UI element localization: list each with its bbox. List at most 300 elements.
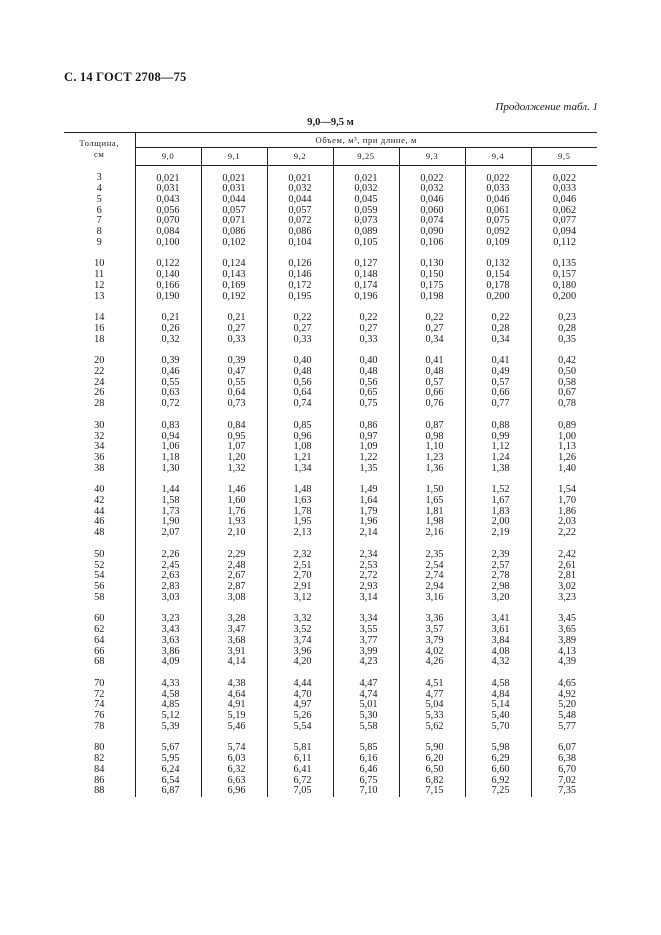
volume-cell: 6,29 [465,754,531,765]
volume-cell: 0,34 [465,335,531,346]
group-spacer [64,248,597,259]
volume-cell: 0,200 [552,290,577,302]
volume-cell: 6,82 [399,776,465,787]
volume-cell: 1,20 [201,453,267,464]
volume-cell: 7,35 [558,785,577,797]
volume-cell: 0,49 [465,367,531,378]
volume-cell: 0,089 [333,227,399,238]
volume-cell: 3,43 [135,625,201,636]
table-row [64,743,597,754]
volume-cell: 5,40 [465,711,531,722]
volume-cell: 0,146 [267,270,333,281]
volume-cell: 1,38 [465,464,531,475]
volume-cell: 0,059 [333,206,399,217]
volume-cell: 0,132 [465,259,531,270]
volume-cell: 0,89 [558,419,577,431]
volume-cell: 1,34 [267,464,333,475]
volume-cell: 0,092 [465,227,531,238]
volume-cell: 0,109 [465,238,531,249]
volume-cell: 2,94 [399,582,465,593]
table-row [64,367,597,378]
volume-cell: 0,077 [552,215,577,227]
volume-cell: 0,130 [399,259,465,270]
volume-cell: 2,53 [333,561,399,572]
volume-cell: 1,60 [201,496,267,507]
volume-cell: 0,166 [135,281,201,292]
volume-cell: 0,75 [333,399,399,410]
volume-cell: 2,00 [465,517,531,528]
volume-cell: 0,22 [267,313,333,324]
volume-cell: 1,40 [558,462,577,474]
length-header: 9,3 [399,148,465,165]
table-row [64,711,597,722]
volume-cell: 0,27 [333,324,399,335]
volume-cell: 6,11 [267,754,333,765]
volume-cell: 0,21 [201,313,267,324]
volume-cell: 1,26 [558,451,577,463]
volume-cell: 0,106 [399,238,465,249]
volume-cell: 3,02 [558,581,577,592]
volume-cell: 1,07 [201,442,267,453]
volume-cell: 1,30 [135,464,201,475]
volume-cell: 0,94 [135,432,201,443]
volume-cell: 2,48 [201,561,267,572]
volume-cell: 1,32 [201,464,267,475]
volume-cell: 5,85 [333,743,399,754]
volume-cell: 2,10 [201,528,267,539]
volume-cell: 0,50 [558,366,577,378]
volume-cell: 5,67 [135,743,201,754]
volume-cell: 1,23 [399,453,465,464]
table-body [64,165,597,797]
volume-cell: 4,97 [267,700,333,711]
length-header: 9,5 [531,148,597,165]
volume-cell: 3,28 [201,614,267,625]
volume-cell: 0,073 [333,216,399,227]
table-row [64,227,597,238]
volume-cell: 0,41 [399,356,465,367]
volume-cell: 0,122 [135,259,201,270]
volume-cell: 1,70 [558,495,577,507]
volume-cell: 1,48 [267,485,333,496]
volume-cell: 0,66 [465,388,531,399]
volume-cell: 0,074 [399,216,465,227]
volume-cell: 0,56 [333,378,399,389]
volume-cell: 1,36 [399,464,465,475]
volume-cell: 3,52 [267,625,333,636]
table-row [64,657,597,668]
volume-cell: 4,39 [558,656,577,668]
volume-cell: 0,031 [135,184,201,195]
volume-cell: 0,65 [333,388,399,399]
thickness-cell: 28 [64,399,135,410]
volume-cell: 0,57 [399,378,465,389]
volume-cell: 2,29 [201,550,267,561]
thickness-cell: 38 [64,464,135,475]
volume-cell: 3,86 [135,647,201,658]
volume-cell: 0,67 [558,387,577,399]
volume-cell: 0,35 [558,333,577,345]
volume-cell: 0,196 [333,292,399,303]
thickness-cell: 18 [64,335,135,346]
thickness-cell: 82 [64,754,135,765]
volume-cell: 0,76 [399,399,465,410]
volume-cell: 2,42 [558,548,577,560]
volume-cell: 0,044 [267,195,333,206]
volume-cell: 0,169 [201,281,267,292]
table-row [64,647,597,658]
table-row [64,690,597,701]
volume-cell: 0,105 [333,238,399,249]
volume-cell: 0,126 [267,259,333,270]
volume-cell: 0,74 [267,399,333,410]
volume-cell: 7,25 [465,786,531,797]
volume-cell: 2,19 [465,528,531,539]
volume-cell: 2,35 [399,550,465,561]
volume-cell: 6,07 [558,742,577,754]
volume-cell: 1,13 [558,441,577,453]
volume-cell: 5,62 [399,722,465,733]
table-row [64,593,597,604]
group-spacer [64,668,597,679]
volume-cell: 7,10 [333,786,399,797]
volume-cell: 0,086 [201,227,267,238]
volume-cell: 2,16 [399,528,465,539]
volume-cell: 1,49 [333,485,399,496]
table-row [64,195,597,206]
volume-cell: 1,65 [399,496,465,507]
thickness-cell: 60 [64,614,135,625]
thickness-cell: 42 [64,496,135,507]
volume-cell: 0,22 [465,313,531,324]
volume-cell: 2,70 [267,571,333,582]
table-row [64,754,597,765]
volume-cell: 0,102 [201,238,267,249]
volume-cell: 2,14 [333,528,399,539]
table-row [64,776,597,787]
volume-cell: 5,90 [399,743,465,754]
volume-cell: 0,27 [267,324,333,335]
volume-cell: 0,64 [267,388,333,399]
volume-cell: 0,88 [465,421,531,432]
length-header: 9,1 [201,148,267,165]
table-row [64,614,597,625]
volume-cell: 0,66 [399,388,465,399]
volume-cell: 1,35 [333,464,399,475]
volume-cell: 5,39 [135,722,201,733]
volume-cell: 4,70 [267,690,333,701]
length-header-row [64,148,597,165]
volume-cell: 6,92 [465,776,531,787]
volume-cell: 1,09 [333,442,399,453]
thickness-cell: 78 [64,722,135,733]
volume-cell: 0,174 [333,281,399,292]
volume-cell: 1,06 [135,442,201,453]
volume-cell: 0,84 [201,421,267,432]
volume-cell: 1,10 [399,442,465,453]
volume-cell: 0,190 [135,292,201,303]
volume-cell: 3,99 [333,647,399,658]
volume-cell: 6,72 [267,776,333,787]
thickness-cell: 64 [64,636,135,647]
thickness-cell: 62 [64,625,135,636]
volume-cell: 5,58 [333,722,399,733]
length-header: 9,25 [333,148,399,165]
volume-cell: 3,96 [267,647,333,658]
volume-cell: 4,38 [201,679,267,690]
volume-cell: 0,64 [201,388,267,399]
thickness-header-line2: см [94,149,105,159]
thickness-header-line1: Толщина, [79,138,120,148]
thickness-cell: 88 [64,786,135,797]
length-header: 9,4 [465,148,531,165]
table-row [64,453,597,464]
volume-cell: 2,54 [399,561,465,572]
volume-cell: 2,93 [333,582,399,593]
volume-cell: 4,58 [465,679,531,690]
volume-cell: 3,55 [333,625,399,636]
thickness-cell: 76 [64,711,135,722]
volume-cell: 5,01 [333,700,399,711]
volume-cell: 4,08 [465,647,531,658]
table-row [64,700,597,711]
volume-cell: 1,81 [399,507,465,518]
volume-cell: 1,83 [465,507,531,518]
volume-cell: 0,28 [558,322,577,334]
volume-cell: 1,90 [135,517,201,528]
table-row [64,636,597,647]
thickness-cell: 34 [64,442,135,453]
table-row [64,485,597,496]
table-row [64,561,597,572]
length-header: 9,2 [267,148,333,165]
group-spacer [64,732,597,743]
volume-cell: 1,73 [135,507,201,518]
volume-cell: 4,33 [135,679,201,690]
volume-cell: 5,70 [465,722,531,733]
volume-cell: 6,38 [558,753,577,765]
volume-cell: 1,46 [201,485,267,496]
volume-cell: 0,22 [399,313,465,324]
volume-cell: 0,55 [135,378,201,389]
volume-cell: 0,062 [552,204,577,216]
thickness-cell: 22 [64,367,135,378]
thickness-cell: 36 [64,453,135,464]
volume-cell: 5,48 [558,710,577,722]
thickness-column-header [64,133,135,166]
volume-cell: 1,00 [558,430,577,442]
table-row [64,270,597,281]
thickness-cell: 4 [64,184,135,195]
volume-cell: 3,63 [135,636,201,647]
table-row [64,356,597,367]
volume-cell: 1,98 [399,517,465,528]
volume-cell: 3,08 [201,593,267,604]
table-continuation-note: Продолжение табл. 1 [495,101,598,113]
volume-cell: 0,27 [399,324,465,335]
volume-cell: 0,47 [201,367,267,378]
volume-cell: 1,50 [399,485,465,496]
volume-cell: 0,075 [465,216,531,227]
table-row [64,765,597,776]
volume-cell: 1,63 [267,496,333,507]
volume-cell: 0,032 [333,184,399,195]
volume-cell: 2,83 [135,582,201,593]
volume-cell: 6,96 [201,786,267,797]
volume-cell: 3,61 [465,625,531,636]
group-spacer [64,345,597,356]
volume-cell: 2,87 [201,582,267,593]
volume-cell: 0,77 [465,399,531,410]
volume-cell: 0,154 [465,270,531,281]
volume-cell: 3,68 [201,636,267,647]
volume-cell: 0,032 [399,184,465,195]
volume-cell: 2,32 [267,550,333,561]
volume-cell: 0,32 [135,335,201,346]
volume-cell: 1,64 [333,496,399,507]
volume-cell: 3,57 [399,625,465,636]
volume-cell: 1,79 [333,507,399,518]
group-spacer [64,603,597,614]
volume-cell: 0,021 [333,165,399,184]
volume-cell: 4,77 [399,690,465,701]
volume-cell: 4,32 [465,657,531,668]
volume-cell: 5,12 [135,711,201,722]
length-range-title: 9,0—9,5 м [307,117,354,128]
volume-cell: 4,92 [558,688,577,700]
volume-cell: 4,84 [465,690,531,701]
volume-cell: 0,33 [267,335,333,346]
volume-cell: 3,16 [399,593,465,604]
volume-cell: 0,150 [399,270,465,281]
volume-table [64,132,597,797]
table-row [64,421,597,432]
volume-cell: 0,061 [465,206,531,217]
volume-cell: 3,23 [558,591,577,603]
volume-cell: 3,12 [267,593,333,604]
volume-cell: 0,33 [333,335,399,346]
volume-cell: 1,78 [267,507,333,518]
volume-cell: 3,84 [465,636,531,647]
volume-cell: 0,071 [201,216,267,227]
thickness-cell: 66 [64,647,135,658]
page-header: С. 14 ГОСТ 2708—75 [64,70,187,84]
volume-cell: 0,124 [201,259,267,270]
volume-cell: 3,20 [465,593,531,604]
volume-cell: 0,112 [553,236,577,248]
volume-cell: 0,56 [267,378,333,389]
volume-cell: 2,39 [465,550,531,561]
volume-cell: 0,022 [465,165,531,184]
table-row [64,165,597,184]
volume-cell: 0,056 [135,206,201,217]
volume-cell: 2,91 [267,582,333,593]
volume-cell: 0,148 [333,270,399,281]
thickness-cell: 8 [64,227,135,238]
volume-cell: 6,46 [333,765,399,776]
volume-cell: 0,83 [135,421,201,432]
thickness-cell: 26 [64,388,135,399]
volume-cell: 0,022 [552,172,577,184]
thickness-cell: 44 [64,507,135,518]
table-row [64,517,597,528]
table-row [64,399,597,410]
volume-cell: 6,20 [399,754,465,765]
volume-cell: 4,14 [201,657,267,668]
volume-cell: 4,85 [135,700,201,711]
volume-cell: 0,031 [201,184,267,195]
volume-cell: 1,58 [135,496,201,507]
volume-cell: 7,02 [558,774,577,786]
table-row [64,550,597,561]
volume-cell: 3,47 [201,625,267,636]
volume-cell: 0,55 [201,378,267,389]
table-row [64,432,597,443]
volume-cell: 3,77 [333,636,399,647]
volume-cell: 4,23 [333,657,399,668]
volume-cell: 4,65 [558,677,577,689]
volume-cell: 0,022 [399,165,465,184]
volume-cell: 2,57 [465,561,531,572]
volume-cell: 4,13 [558,645,577,657]
group-spacer [64,539,597,550]
volume-cell: 6,24 [135,765,201,776]
volume-cell: 6,50 [399,765,465,776]
volume-cell: 5,95 [135,754,201,765]
table-row [64,528,597,539]
volume-cell: 4,91 [201,700,267,711]
volume-cell: 3,74 [267,636,333,647]
thickness-cell: 46 [64,517,135,528]
volume-cell: 0,95 [201,432,267,443]
volume-cell: 0,127 [333,259,399,270]
volume-cell: 0,033 [552,183,577,195]
volume-cell: 6,70 [558,763,577,775]
volume-cell: 0,98 [399,432,465,443]
volume-cell: 0,090 [399,227,465,238]
volume-cell: 0,33 [201,335,267,346]
volume-cell: 4,47 [333,679,399,690]
group-spacer [64,410,597,421]
group-spacer [64,474,597,485]
volume-cell: 6,54 [135,776,201,787]
volume-cell: 4,74 [333,690,399,701]
volume-cell: 1,86 [558,505,577,517]
volume-cell: 0,48 [267,367,333,378]
table-row [64,464,597,475]
table-row [64,679,597,690]
volume-cell: 3,34 [333,614,399,625]
volume-cell: 5,04 [399,700,465,711]
volume-cell: 7,15 [399,786,465,797]
thickness-cell: 14 [64,313,135,324]
volume-cell: 3,23 [135,614,201,625]
table-row [64,259,597,270]
volume-cell: 0,086 [267,227,333,238]
volume-cell: 0,100 [135,238,201,249]
volume-cell: 0,73 [201,399,267,410]
volume-cell: 4,20 [267,657,333,668]
volume-cell: 0,57 [465,378,531,389]
thickness-cell: 50 [64,550,135,561]
volume-cell: 0,72 [135,399,201,410]
table-row [64,335,597,346]
thickness-cell: 10 [64,259,135,270]
volume-cell: 0,021 [267,165,333,184]
volume-cell: 0,060 [399,206,465,217]
volume-cell: 0,178 [465,281,531,292]
table-row [64,313,597,324]
